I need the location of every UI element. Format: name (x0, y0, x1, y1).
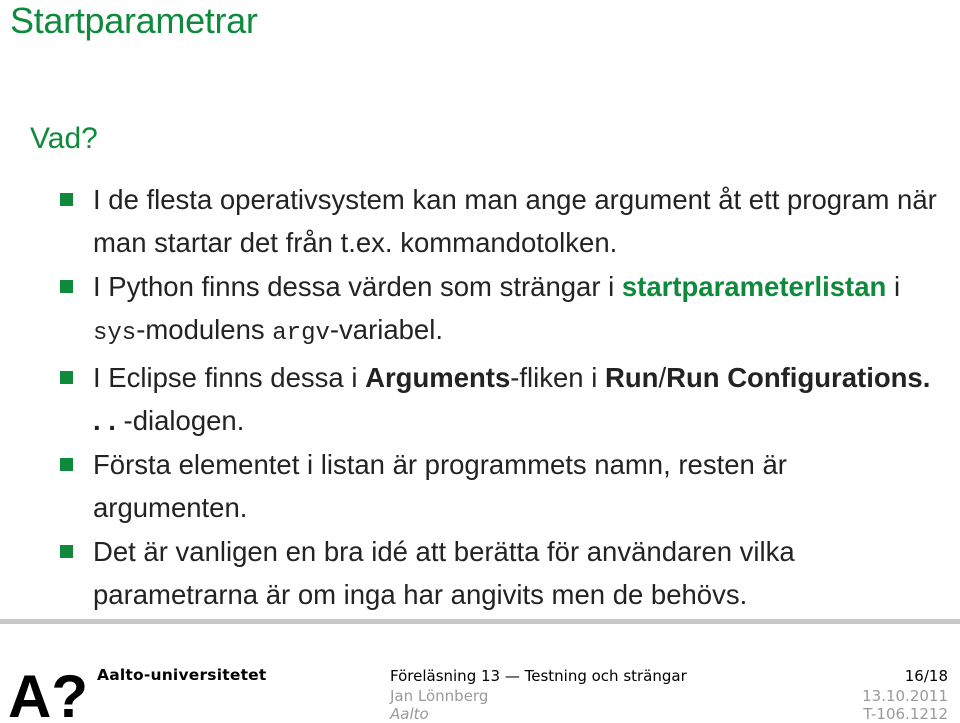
slide-subtitle: Vad? (30, 122, 98, 155)
aalto-logo-icon (8, 665, 88, 721)
bullet-text: I Eclipse finns dessa i (93, 362, 366, 393)
svg-text:A?: A? (8, 665, 88, 721)
course-code: T-106.1212 (863, 705, 948, 723)
university-name: Aalto-universitetet (97, 666, 267, 684)
bullet-text: Första elementet i listan är programmets namn, resten är argumenten. (93, 449, 787, 523)
bullet-square-icon (60, 371, 73, 384)
bullet-item (60, 443, 940, 529)
bullet-item (60, 178, 940, 264)
bullet-text: -dialogen. (115, 405, 245, 436)
ui-term: Run Configurations. . . (93, 362, 931, 436)
slide-footer (0, 655, 960, 723)
bullet-text: -variabel. (329, 314, 443, 345)
bullet-item (60, 356, 940, 442)
code-term: argv (272, 320, 330, 347)
ui-term: Arguments (365, 362, 511, 393)
code-term: sys (93, 320, 137, 347)
author-name: Jan Lönnberg (390, 687, 489, 705)
keyword-term: startparameterlistan (621, 271, 887, 302)
bullet-text: I Python finns dessa värden som strängar i (93, 271, 622, 302)
ui-term: Run (604, 362, 659, 393)
page-number: 16/18 (904, 667, 948, 685)
bullet-text: i (886, 271, 901, 302)
bullet-list (60, 178, 940, 617)
bullet-item (60, 530, 940, 616)
slide-title: Startparametrar (10, 0, 258, 41)
bullet-square-icon (60, 545, 73, 558)
bullet-text: / (658, 362, 667, 393)
footer-divider (0, 619, 960, 624)
lecture-date: 13.10.2011 (862, 687, 948, 705)
bullet-item (60, 265, 940, 355)
bullet-text: I de flesta operativsystem kan man ange argument åt ett program när man startar det från t.ex. kommandotolken. (93, 184, 937, 258)
bullet-square-icon (60, 280, 73, 293)
bullet-text: -fliken i (510, 362, 605, 393)
bullet-text: -modulens (136, 314, 273, 345)
organization: Aalto (390, 705, 429, 723)
lecture-title: Föreläsning 13 — Testning och strängar (390, 667, 687, 685)
bullet-square-icon (60, 458, 73, 471)
bullet-text: Det är vanligen en bra idé att berätta för användaren vilka parametrarna är om inga har angivits men de behövs. (93, 536, 795, 610)
bullet-square-icon (60, 193, 73, 206)
